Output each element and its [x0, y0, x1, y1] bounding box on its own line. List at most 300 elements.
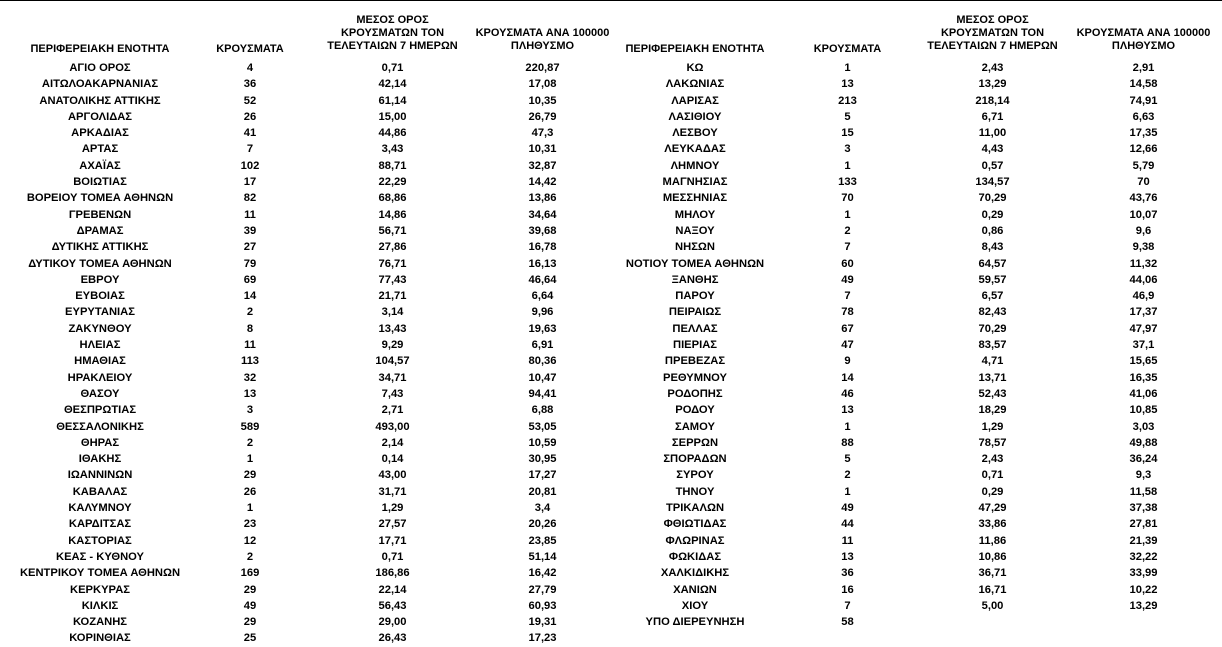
cell-cases: 26 — [243, 110, 257, 123]
cell-region: ΣΥΡΟΥ — [676, 469, 714, 482]
cell-region: ΑΧΑΪΑΣ — [79, 159, 121, 172]
cell-avg7: 14,86 — [378, 208, 407, 221]
cell-avg7: 0,29 — [981, 208, 1004, 221]
cell-cases: 2 — [246, 436, 254, 449]
cell-avg7: 42,14 — [378, 78, 407, 91]
cell-cases: 2 — [844, 224, 851, 237]
table-row — [615, 565, 1222, 581]
cell-per100k: 13,86 — [528, 192, 557, 205]
cell-cases: 8 — [246, 322, 254, 335]
cell-avg7: 218,14 — [975, 94, 1010, 107]
cell-avg7: 3,14 — [381, 306, 404, 319]
cell-per100k: 9,96 — [531, 306, 554, 319]
cell-cases: 32 — [243, 371, 257, 384]
cell-region: ΛΑΡΙΣΑΣ — [671, 94, 719, 107]
header-per100k-left — [465, 27, 620, 53]
table-row — [615, 141, 1222, 157]
cell-per100k: 10,59 — [528, 436, 557, 449]
cell-region: ΡΟΔΟΥ — [675, 404, 715, 417]
cell-per100k: 74,91 — [1129, 94, 1158, 107]
cell-per100k: 14,58 — [1129, 78, 1158, 91]
cell-cases: 102 — [240, 159, 260, 172]
top-border-line — [0, 0, 1222, 1]
cell-avg7: 0,71 — [381, 62, 404, 74]
cell-region: ΕΥΡΥΤΑΝΙΑΣ — [65, 306, 135, 319]
cell-region: ΚΟΡΙΝΘΙΑΣ — [69, 632, 131, 645]
cell-avg7: 43,00 — [378, 469, 407, 482]
cell-per100k: 10,31 — [528, 143, 557, 156]
header-avg7-right — [920, 14, 1065, 53]
table-row — [615, 451, 1222, 467]
cell-per100k: 16,13 — [528, 257, 557, 270]
cell-cases: 1 — [844, 485, 851, 498]
table-row — [0, 223, 615, 239]
table-row — [0, 321, 615, 337]
header-avg7-line3: ΤΕΛΕΥΤΑΙΩΝ 7 ΗΜΕΡΩΝ — [927, 40, 1058, 52]
cell-cases: 16 — [841, 583, 854, 596]
cell-region: ΗΡΑΚΛΕΙΟΥ — [67, 371, 133, 384]
cell-region: ΘΕΣΣΑΛΟΝΙΚΗΣ — [56, 420, 144, 433]
cell-avg7: 3,43 — [381, 143, 404, 156]
cell-region: ΑΙΤΩΛΟΑΚΑΡΝΑΝΙΑΣ — [41, 78, 159, 91]
cell-avg7: 11,00 — [978, 127, 1007, 140]
cell-avg7: 34,71 — [378, 371, 407, 384]
cell-per100k: 21,39 — [1129, 534, 1158, 547]
cell-avg7: 27,86 — [378, 241, 407, 254]
cell-cases: 15 — [841, 127, 854, 140]
cell-per100k: 10,22 — [1129, 583, 1158, 596]
cell-per100k: 11,58 — [1129, 485, 1158, 498]
table-row — [615, 109, 1222, 125]
cell-region: ΣΠΟΡΑΔΩΝ — [663, 453, 727, 466]
cell-per100k: 20,81 — [528, 485, 557, 498]
cell-per100k: 5,79 — [1132, 159, 1155, 172]
cell-avg7: 104,57 — [375, 355, 410, 368]
cell-cases: 133 — [838, 176, 857, 189]
cell-avg7: 47,29 — [978, 502, 1007, 515]
cell-cases: 2 — [844, 469, 851, 482]
table-row — [615, 370, 1222, 386]
header-avg7-line2: ΚΡΟΥΣΜΑΤΩΝ ΤΟΝ — [940, 27, 1045, 39]
cell-region: ΤΡΙΚΑΛΩΝ — [665, 502, 725, 515]
cell-avg7: 13,43 — [378, 322, 407, 335]
cell-per100k: 51,14 — [528, 550, 557, 563]
cell-region: ΜΕΣΣΗΝΙΑΣ — [662, 192, 728, 205]
table-row — [0, 158, 615, 174]
cell-avg7: 33,86 — [978, 518, 1007, 531]
cell-avg7: 11,86 — [978, 534, 1007, 547]
table-row — [0, 337, 615, 353]
cell-avg7: 6,71 — [981, 110, 1004, 123]
cell-per100k: 30,95 — [528, 453, 557, 466]
cell-avg7: 21,71 — [378, 290, 407, 303]
cell-per100k: 49,88 — [1129, 436, 1158, 449]
table-row — [0, 60, 615, 76]
table-row — [615, 158, 1222, 174]
cell-cases: 1 — [844, 208, 851, 221]
cell-per100k: 19,31 — [528, 616, 557, 629]
cell-per100k: 16,78 — [528, 241, 557, 254]
cell-region: ΚΩ — [686, 62, 704, 74]
cell-per100k: 17,08 — [528, 78, 557, 91]
cell-avg7: 83,57 — [978, 339, 1007, 352]
cell-per100k: 17,37 — [1129, 306, 1158, 319]
cell-cases: 13 — [841, 404, 854, 417]
cell-per100k: 53,05 — [528, 420, 557, 433]
cell-avg7: 56,43 — [378, 599, 407, 612]
cell-per100k: 43,76 — [1129, 192, 1158, 205]
cell-region: ΓΡΕΒΕΝΩΝ — [68, 208, 132, 221]
table-row — [615, 467, 1222, 483]
cell-region: ΡΟΔΟΠΗΣ — [667, 387, 723, 400]
cell-avg7: 13,29 — [978, 78, 1007, 91]
cell-avg7: 29,00 — [378, 616, 407, 629]
cell-cases: 69 — [243, 273, 257, 286]
cell-per100k: 10,47 — [528, 371, 557, 384]
cell-avg7: 5,00 — [981, 599, 1004, 612]
cell-per100k: 9,38 — [1132, 241, 1155, 254]
cell-per100k: 27,81 — [1129, 518, 1158, 531]
cell-per100k: 27,79 — [528, 583, 557, 596]
cell-cases: 5 — [844, 453, 851, 466]
cell-cases: 70 — [841, 192, 854, 205]
table-row — [0, 174, 615, 190]
cell-avg7: 0,29 — [981, 485, 1004, 498]
table-row — [615, 125, 1222, 141]
cell-region: ΔΥΤΙΚΗΣ ΑΤΤΙΚΗΣ — [51, 241, 149, 254]
table-row — [0, 614, 615, 630]
cell-avg7: 18,29 — [978, 404, 1007, 417]
table-row — [0, 304, 615, 320]
cell-per100k: 34,64 — [528, 208, 557, 221]
cell-region: ΚΑΣΤΟΡΙΑΣ — [68, 534, 132, 547]
cell-per100k: 41,06 — [1129, 387, 1158, 400]
cell-per100k: 94,41 — [528, 387, 557, 400]
cell-per100k: 36,24 — [1129, 453, 1158, 466]
cell-region: ΒΟΡΕΙΟΥ ΤΟΜΕΑ ΑΘΗΝΩΝ — [26, 192, 174, 205]
cell-avg7: 134,57 — [975, 176, 1010, 189]
cell-region: ΕΒΡΟΥ — [80, 273, 120, 286]
cell-avg7: 6,57 — [981, 290, 1004, 303]
cell-cases: 1 — [844, 62, 851, 74]
cell-region: ΛΕΣΒΟΥ — [672, 127, 718, 140]
table-row — [0, 256, 615, 272]
table-row — [615, 207, 1222, 223]
table-row — [0, 419, 615, 435]
cell-cases: 11 — [244, 339, 256, 352]
cell-avg7: 493,00 — [375, 420, 410, 433]
cell-cases: 2 — [246, 306, 254, 319]
cell-region: ΑΡΓΟΛΙΔΑΣ — [67, 110, 133, 123]
cell-per100k: 17,35 — [1129, 127, 1158, 140]
table-row — [0, 630, 615, 646]
cell-region: ΑΡΚΑΔΙΑΣ — [71, 127, 129, 140]
cell-cases: 7 — [844, 290, 851, 303]
table-row — [0, 190, 615, 206]
cell-avg7: 70,29 — [978, 322, 1007, 335]
cell-region: ΡΕΘΥΜΝΟΥ — [662, 371, 728, 384]
cell-cases: 79 — [243, 257, 257, 270]
cell-avg7: 36,71 — [978, 567, 1007, 580]
cell-cases: 12 — [243, 534, 257, 547]
cell-per100k: 10,35 — [528, 94, 557, 107]
cell-per100k: 17,27 — [528, 469, 557, 482]
table-row — [0, 125, 615, 141]
cell-per100k: 220,87 — [525, 62, 560, 74]
table-row — [615, 190, 1222, 206]
table-row — [0, 353, 615, 369]
cell-region: ΙΘΑΚΗΣ — [78, 453, 122, 466]
cell-region: ΒΟΙΩΤΙΑΣ — [73, 176, 127, 189]
table-row — [615, 76, 1222, 92]
cell-per100k: 37,1 — [1132, 339, 1155, 352]
table-row — [0, 93, 615, 109]
table-row — [615, 598, 1222, 614]
cell-cases: 13 — [243, 387, 257, 400]
cell-cases: 589 — [240, 420, 260, 433]
table-row — [0, 272, 615, 288]
cell-region: ΕΥΒΟΙΑΣ — [75, 290, 125, 303]
cell-per100k: 13,29 — [1129, 599, 1158, 612]
header-avg7-line1: ΜΕΣΟΣ ΟΡΟΣ — [956, 14, 1029, 26]
header-region-left: ΠΕΡΙΦΕΡΕΙΑΚΗ ΕΝΟΤΗΤΑ — [30, 43, 170, 55]
cell-region: ΑΝΑΤΟΛΙΚΗΣ ΑΤΤΙΚΗΣ — [39, 94, 161, 107]
cell-per100k: 14,42 — [528, 176, 557, 189]
cell-per100k: 37,38 — [1129, 502, 1158, 515]
cell-cases: 2 — [246, 550, 254, 563]
table-row — [615, 435, 1222, 451]
cell-per100k: 44,06 — [1129, 273, 1158, 286]
cell-region: ΘΗΡΑΣ — [80, 436, 120, 449]
cell-cases: 4 — [246, 62, 254, 74]
table-row — [615, 256, 1222, 272]
cell-avg7: 77,43 — [378, 273, 407, 286]
cell-region: ΚΕΡΚΥΡΑΣ — [70, 583, 130, 596]
table-row — [0, 565, 615, 581]
header-avg7-left — [320, 14, 465, 53]
table-row — [0, 370, 615, 386]
cell-per100k: 17,23 — [528, 632, 557, 645]
cell-avg7: 64,57 — [978, 257, 1007, 270]
cell-per100k: 16,42 — [528, 567, 557, 580]
table-row — [615, 386, 1222, 402]
header-avg7-line1: ΜΕΣΟΣ ΟΡΟΣ — [356, 14, 429, 26]
cell-per100k: 3,4 — [534, 502, 551, 515]
cell-per100k: 15,65 — [1129, 355, 1158, 368]
cell-region: ΥΠΟ ΔΙΕΡΕΥΝΗΣΗ — [645, 616, 745, 629]
cell-cases: 25 — [243, 632, 257, 645]
cell-region: ΦΘΙΩΤΙΔΑΣ — [663, 518, 727, 531]
cell-per100k: 26,79 — [528, 110, 557, 123]
cell-region: ΔΥΤΙΚΟΥ ΤΟΜΕΑ ΑΘΗΝΩΝ — [28, 257, 172, 270]
cell-cases: 11 — [244, 208, 256, 221]
cell-cases: 36 — [243, 78, 257, 91]
cell-cases: 29 — [243, 616, 257, 629]
cell-per100k: 3,03 — [1132, 420, 1155, 433]
cell-region: ΛΑΣΙΘΙΟΥ — [668, 110, 722, 123]
table-row — [0, 435, 615, 451]
cell-cases: 213 — [838, 94, 857, 107]
cell-avg7: 0,71 — [381, 550, 404, 563]
cell-avg7: 76,71 — [378, 257, 407, 270]
cell-avg7: 70,29 — [978, 192, 1007, 205]
header-region-right: ΠΕΡΙΦΕΡΕΙΑΚΗ ΕΝΟΤΗΤΑ — [625, 43, 765, 55]
table-row — [0, 484, 615, 500]
cell-cases: 52 — [243, 94, 257, 107]
cell-avg7: 16,71 — [978, 583, 1007, 596]
cell-region: ΑΓΙΟ ΟΡΟΣ — [69, 62, 131, 74]
cell-avg7: 0,57 — [981, 159, 1004, 172]
table-row — [615, 614, 1222, 630]
cell-region: ΗΛΕΙΑΣ — [79, 339, 121, 352]
cell-avg7: 1,29 — [381, 502, 404, 515]
table-row — [0, 288, 615, 304]
cell-region: ΚΑΡΔΙΤΣΑΣ — [68, 518, 132, 531]
table-row — [0, 598, 615, 614]
table-row — [0, 582, 615, 598]
cell-avg7: 1,29 — [981, 420, 1004, 433]
cell-region: ΠΕΛΛΑΣ — [672, 322, 718, 335]
cell-region: ΧΙΟΥ — [681, 599, 709, 612]
cell-avg7: 88,71 — [378, 159, 407, 172]
cell-cases: 7 — [844, 241, 851, 254]
cell-region: ΜΗΛΟΥ — [674, 208, 716, 221]
table-row — [615, 549, 1222, 565]
cell-cases: 11 — [841, 534, 854, 547]
header-per100k-line2: ΠΛΗΘΥΣΜΟ — [1111, 40, 1176, 52]
table-row — [615, 419, 1222, 435]
cell-per100k: 20,26 — [528, 518, 557, 531]
cell-avg7: 2,14 — [381, 436, 404, 449]
cell-avg7: 82,43 — [978, 306, 1007, 319]
cell-cases: 17 — [243, 176, 257, 189]
cell-cases: 3 — [246, 404, 254, 417]
cell-avg7: 26,43 — [378, 632, 407, 645]
cell-region: ΛΑΚΩΝΙΑΣ — [665, 78, 725, 91]
cell-avg7: 78,57 — [978, 436, 1007, 449]
cell-cases: 49 — [243, 599, 257, 612]
cell-avg7: 0,14 — [381, 453, 404, 466]
cell-region: ΠΕΙΡΑΙΩΣ — [668, 306, 722, 319]
cell-cases: 3 — [844, 143, 851, 156]
table-row — [615, 174, 1222, 190]
cell-region: ΠΙΕΡΙΑΣ — [672, 339, 717, 352]
cell-per100k: 6,63 — [1132, 110, 1155, 123]
cell-region: ΚΑΛΥΜΝΟΥ — [68, 502, 132, 515]
cell-cases: 14 — [243, 290, 257, 303]
cell-avg7: 4,71 — [981, 355, 1004, 368]
cell-avg7: 10,86 — [978, 550, 1007, 563]
cell-cases: 113 — [240, 355, 260, 368]
cell-avg7: 2,43 — [981, 62, 1004, 74]
cell-avg7: 0,86 — [981, 224, 1004, 237]
table-row — [615, 353, 1222, 369]
cell-cases: 7 — [246, 143, 254, 156]
cell-per100k: 6,64 — [531, 290, 554, 303]
cell-avg7: 22,14 — [378, 583, 407, 596]
cell-region: ΤΗΝΟΥ — [675, 485, 715, 498]
table-row — [615, 60, 1222, 76]
cell-region: ΗΜΑΘΙΑΣ — [74, 355, 126, 368]
cell-cases: 60 — [841, 257, 854, 270]
cell-region: ΞΑΝΘΗΣ — [671, 273, 719, 286]
cell-region: ΠΑΡΟΥ — [675, 290, 715, 303]
cell-per100k: 80,36 — [528, 355, 557, 368]
header-per100k-line2: ΠΛΗΘΥΣΜΟ — [510, 40, 575, 52]
cell-cases: 88 — [841, 436, 854, 449]
cell-region: ΣΕΡΡΩΝ — [671, 436, 719, 449]
cell-region: ΙΩΑΝΝΙΝΩΝ — [67, 469, 133, 482]
table-row — [615, 516, 1222, 532]
cell-cases: 9 — [844, 355, 851, 368]
cell-region: ΣΑΜΟΥ — [675, 420, 715, 433]
cell-cases: 14 — [841, 371, 854, 384]
header-per100k-line1: ΚΡΟΥΣΜΑΤΑ ΑΝΑ 100000 — [475, 27, 610, 39]
header-cases-right: ΚΡΟΥΣΜΑΤΑ — [813, 43, 882, 55]
header-avg7-line2: ΚΡΟΥΣΜΑΤΩΝ ΤΟΝ — [340, 27, 445, 39]
cell-region: ΦΩΚΙΔΑΣ — [668, 550, 722, 563]
cell-region: ΑΡΤΑΣ — [81, 143, 119, 156]
cell-per100k: 11,32 — [1129, 257, 1158, 270]
right-table-body — [615, 60, 1222, 630]
cell-cases: 13 — [841, 550, 854, 563]
cell-per100k: 23,85 — [528, 534, 557, 547]
cell-per100k: 70 — [1137, 176, 1150, 189]
table-row — [0, 451, 615, 467]
cell-region: ΚΟΖΑΝΗΣ — [72, 616, 128, 629]
cell-cases: 36 — [841, 567, 854, 580]
table-row — [0, 239, 615, 255]
cell-cases: 1 — [246, 453, 254, 466]
cell-per100k: 9,6 — [1135, 224, 1152, 237]
cell-avg7: 59,57 — [978, 273, 1007, 286]
table-row — [615, 484, 1222, 500]
cell-per100k: 6,88 — [531, 404, 554, 417]
cell-cases: 169 — [240, 567, 260, 580]
cell-region: ΚΕΑΣ - ΚΥΘΝΟΥ — [55, 550, 145, 563]
table-row — [615, 272, 1222, 288]
cell-cases: 82 — [243, 192, 257, 205]
table-row — [615, 582, 1222, 598]
cell-region: ΔΡΑΜΑΣ — [76, 224, 124, 237]
cell-cases: 23 — [243, 518, 257, 531]
cell-avg7: 0,71 — [981, 469, 1004, 482]
cell-region: ΝΗΣΩΝ — [675, 241, 715, 254]
cell-avg7: 2,71 — [381, 404, 404, 417]
cell-region: ΠΡΕΒΕΖΑΣ — [664, 355, 726, 368]
table-row — [0, 109, 615, 125]
table-row — [0, 516, 615, 532]
table-row — [615, 93, 1222, 109]
cell-region: ΝΟΤΙΟΥ ΤΟΜΕΑ ΑΘΗΝΩΝ — [625, 257, 765, 270]
header-per100k-line1: ΚΡΟΥΣΜΑΤΑ ΑΝΑ 100000 — [1076, 27, 1211, 39]
cell-cases: 49 — [841, 502, 854, 515]
table-row — [0, 549, 615, 565]
cell-region: ΚΙΛΚΙΣ — [81, 599, 119, 612]
cell-cases: 5 — [844, 110, 851, 123]
cell-cases: 13 — [841, 78, 854, 91]
cell-cases: 1 — [844, 159, 851, 172]
cell-cases: 26 — [243, 485, 257, 498]
cell-avg7: 31,71 — [378, 485, 407, 498]
cell-per100k: 16,35 — [1129, 371, 1158, 384]
cell-cases: 46 — [841, 387, 854, 400]
cell-per100k: 46,9 — [1132, 290, 1155, 303]
cell-avg7: 52,43 — [978, 387, 1007, 400]
cell-region: ΧΑΛΚΙΔΙΚΗΣ — [660, 567, 730, 580]
table-row — [615, 533, 1222, 549]
cell-cases: 41 — [243, 127, 257, 140]
